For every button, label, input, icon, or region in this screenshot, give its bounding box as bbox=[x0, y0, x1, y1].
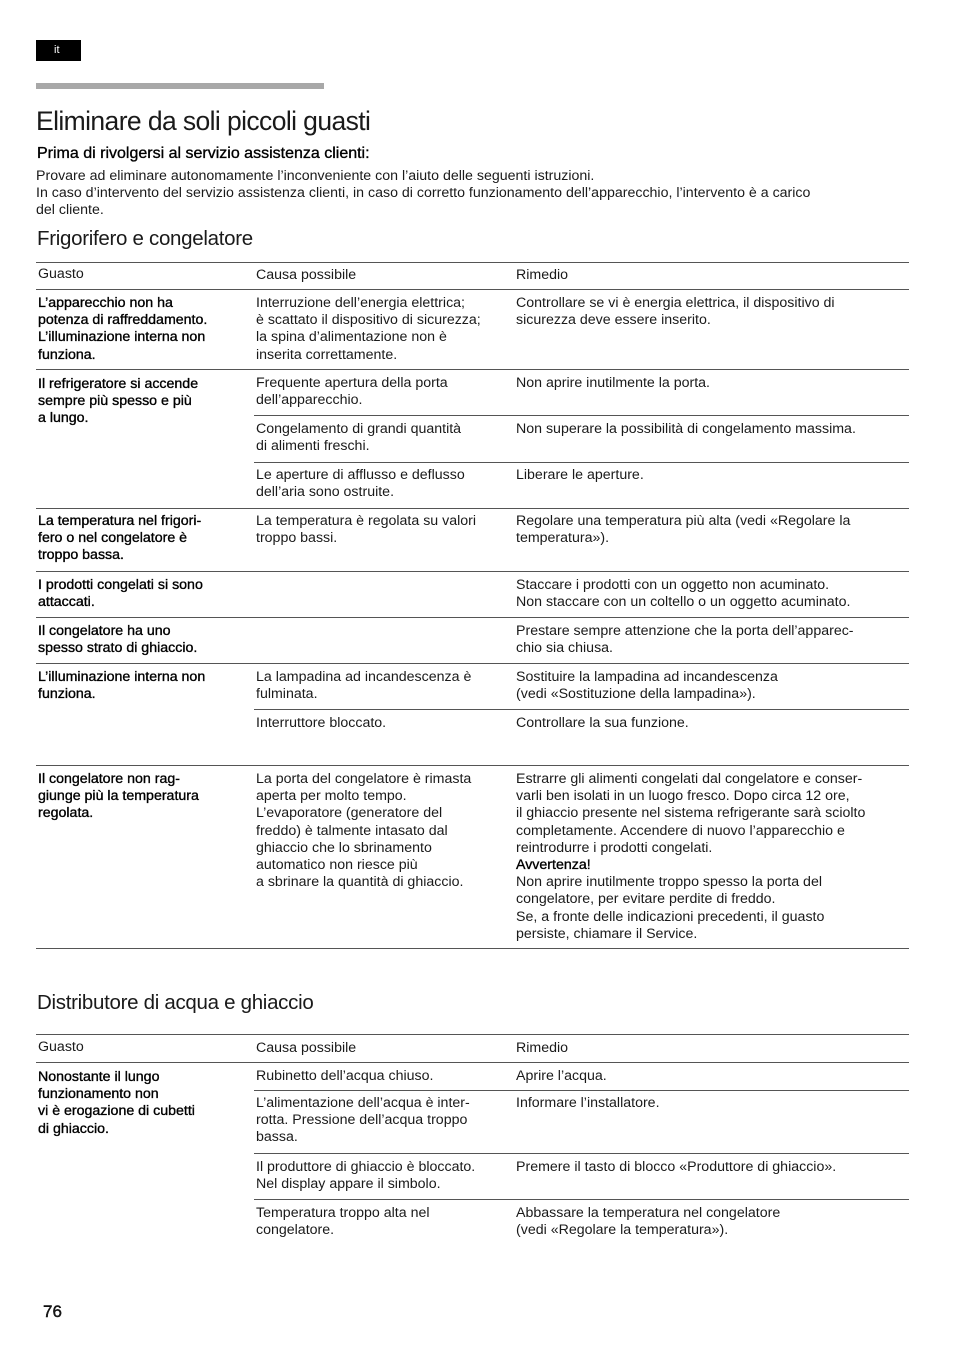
page-title: Eliminare da soli piccoli guasti bbox=[36, 106, 371, 136]
cause-line: Il produttore di ghiaccio è bloccato. bbox=[256, 1159, 476, 1175]
fault-line: vi è erogazione di cubetti bbox=[38, 1103, 195, 1120]
remedy-cell bbox=[516, 669, 908, 703]
cause-line: automatico non riesce più bbox=[256, 857, 418, 874]
cause-line: dell’apparecchio. bbox=[256, 392, 363, 409]
header-cause: Causa possibile bbox=[256, 267, 357, 283]
cause-cell bbox=[256, 1068, 504, 1085]
intro-line: del cliente. bbox=[36, 202, 104, 219]
intro-subheading: Prima di rivolgersi al servizio assistenza clienti: bbox=[37, 145, 370, 162]
header-rule bbox=[36, 289, 909, 290]
cause-cell bbox=[256, 421, 504, 455]
remedy-line: Liberare le aperture. bbox=[516, 467, 644, 483]
row-rule bbox=[254, 709, 909, 710]
cause-line: bassa. bbox=[256, 1129, 298, 1146]
remedy-cell bbox=[516, 467, 908, 484]
cause-line: rotta. Pressione dell’acqua troppo bbox=[256, 1112, 468, 1129]
fault-cell bbox=[38, 771, 246, 823]
cause-line: è scattato il dispositivo di sicurezza; bbox=[256, 312, 481, 329]
remedy-cell bbox=[516, 1159, 908, 1176]
cause-line: troppo bassi. bbox=[256, 530, 338, 547]
fault-line: L’apparecchio non ha bbox=[38, 295, 173, 311]
fault-line: funziona. bbox=[38, 346, 96, 363]
cause-cell bbox=[256, 295, 504, 364]
remedy-cell bbox=[516, 1095, 908, 1112]
row-rule bbox=[254, 1199, 909, 1200]
fault-line: funziona. bbox=[38, 686, 96, 703]
fault-line: di ghiaccio. bbox=[38, 1120, 109, 1137]
fault-line: Il congelatore ha uno bbox=[38, 623, 171, 639]
remedy-cell bbox=[516, 771, 908, 943]
remedy-line: sicurezza deve essere inserito. bbox=[516, 312, 711, 329]
remedy-line: Se, a fronte delle indicazioni precedenti, il guasto bbox=[516, 908, 825, 925]
remedy-line: congelatore, per evitare perdite di freddo. bbox=[516, 891, 776, 908]
row-rule bbox=[254, 1153, 909, 1154]
fault-cell bbox=[38, 669, 246, 703]
cause-line: aperta per molto tempo. bbox=[256, 788, 407, 805]
remedy-line: (vedi «Sostituzione della lampadina»). bbox=[516, 686, 756, 703]
fault-line: potenza di raffreddamento. bbox=[38, 312, 208, 329]
cause-cell bbox=[256, 771, 504, 891]
cause-line: dell’aria sono ostruite. bbox=[256, 484, 395, 501]
remedy-cell bbox=[516, 1205, 908, 1239]
fault-line: I prodotti congelati si sono bbox=[38, 577, 203, 593]
header-remedy: Rimedio bbox=[516, 1040, 569, 1056]
cause-cell bbox=[256, 513, 504, 547]
remedy-line: Estrarre gli alimenti congelati dal congelatore e conser- bbox=[516, 771, 863, 787]
remedy-line: Controllare la sua funzione. bbox=[516, 715, 689, 731]
header-remedy: Rimedio bbox=[516, 267, 569, 283]
remedy-cell bbox=[516, 421, 908, 438]
remedy-line: Premere il tasto di blocco «Produttore di ghiaccio». bbox=[516, 1159, 837, 1175]
cause-line: Temperatura troppo alta nel bbox=[256, 1205, 430, 1221]
cause-cell bbox=[256, 1095, 504, 1147]
intro-text bbox=[36, 168, 906, 220]
remedy-line: Controllare se vi è energia elettrica, il dispositivo di bbox=[516, 295, 835, 311]
cause-line: ghiaccio che lo sbrinamento bbox=[256, 839, 432, 856]
table-top-rule bbox=[36, 1034, 909, 1035]
fault-cell bbox=[38, 1069, 246, 1138]
remedy-cell bbox=[516, 623, 908, 657]
cause-line: di alimenti freschi. bbox=[256, 438, 370, 455]
remedy-cell bbox=[516, 513, 908, 547]
remedy-line: temperatura»). bbox=[516, 530, 610, 547]
remedy-line: (vedi «Regolare la temperatura»). bbox=[516, 1222, 729, 1239]
fault-cell bbox=[38, 376, 246, 428]
fault-cell bbox=[38, 623, 246, 657]
cause-line: L’evaporatore (generatore del bbox=[256, 805, 443, 822]
cause-line: La lampadina ad incandescenza è bbox=[256, 669, 472, 685]
remedy-line: persiste, chiamare il Service. bbox=[516, 925, 698, 942]
header-fault: Guasto bbox=[38, 266, 84, 282]
remedy-line: Abbassare la temperatura nel congelatore bbox=[516, 1205, 781, 1221]
row-rule bbox=[36, 765, 909, 766]
cause-line: congelatore. bbox=[256, 1222, 335, 1239]
cause-line: la spina d’alimentazione non è bbox=[256, 329, 447, 346]
remedy-line: Staccare i prodotti con un oggetto non acuminato. bbox=[516, 577, 830, 593]
cause-line: Interruttore bloccato. bbox=[256, 715, 387, 731]
fault-line: spesso strato di ghiaccio. bbox=[38, 640, 198, 657]
fault-line: L’illuminazione interna non bbox=[38, 329, 206, 346]
cause-line: freddo) è talmente intasato dal bbox=[256, 822, 448, 839]
remedy-cell bbox=[516, 1068, 908, 1085]
fault-line: funzionamento non bbox=[38, 1086, 159, 1103]
row-rule bbox=[36, 369, 909, 370]
remedy-cell bbox=[516, 577, 908, 611]
cause-cell bbox=[256, 715, 504, 732]
remedy-line: Non superare la possibilità di congelamento massima. bbox=[516, 421, 856, 437]
page-number: 76 bbox=[43, 1302, 62, 1321]
cause-line: L’alimentazione dell’acqua è inter- bbox=[256, 1095, 470, 1111]
fault-line: a lungo. bbox=[38, 410, 89, 427]
row-rule bbox=[254, 1090, 909, 1091]
fault-line: L’illuminazione interna non bbox=[38, 669, 206, 685]
remedy-cell bbox=[516, 375, 908, 392]
cause-line: a sbrinare la quantità di ghiaccio. bbox=[256, 874, 464, 891]
cause-line: La porta del congelatore è rimasta bbox=[256, 771, 472, 787]
remedy-line: Non staccare con un coltello o un oggetto acuminato. bbox=[516, 594, 851, 611]
row-rule bbox=[36, 508, 909, 509]
cause-line: Rubinetto dell’acqua chiuso. bbox=[256, 1068, 434, 1084]
remedy-line: completamente. Accendere di nuovo l’apparecchio e bbox=[516, 822, 845, 839]
remedy-line: Non aprire inutilmente troppo spesso la porta del bbox=[516, 874, 822, 891]
fault-line: Il refrigeratore si accende bbox=[38, 376, 199, 392]
header-fault: Guasto bbox=[38, 1039, 84, 1055]
remedy-line: Prestare sempre attenzione che la porta dell’apparec- bbox=[516, 623, 854, 639]
cause-line: Nel display appare il simbolo. bbox=[256, 1176, 441, 1193]
cause-line: Frequente apertura della porta bbox=[256, 375, 448, 391]
remedy-line: Aprire l’acqua. bbox=[516, 1068, 607, 1084]
cause-cell bbox=[256, 669, 504, 703]
header-cause: Causa possibile bbox=[256, 1040, 357, 1056]
fault-line: fero o nel congelatore è bbox=[38, 530, 188, 547]
cause-line: Congelamento di grandi quantità bbox=[256, 421, 462, 437]
row-rule bbox=[36, 617, 909, 618]
intro-line: Provare ad eliminare autonomamente l’inconveniente con l’aiuto delle seguenti istruzioni. bbox=[36, 168, 595, 184]
fault-line: La temperatura nel frigori- bbox=[38, 513, 202, 529]
intro-line: In caso d’intervento del servizio assistenza clienti, in caso di corretto funzionamento dell’apparecchio, l’intervento è a carico bbox=[36, 185, 811, 202]
remedy-line: il ghiaccio presente nel sistema refrigerante sarà sciolto bbox=[516, 805, 866, 822]
fault-line: attaccati. bbox=[38, 594, 95, 611]
cause-line: Le aperture di afflusso e deflusso bbox=[256, 467, 465, 483]
fault-cell bbox=[38, 295, 246, 364]
remedy-cell bbox=[516, 295, 908, 329]
cause-cell bbox=[256, 375, 504, 409]
section-title-fridge: Frigorifero e congelatore bbox=[37, 227, 253, 250]
row-rule bbox=[254, 415, 909, 416]
fault-line: regolata. bbox=[38, 805, 94, 822]
table-bottom-rule bbox=[36, 948, 909, 949]
remedy-line: Regolare una temperatura più alta (vedi «Regolare la bbox=[516, 513, 851, 529]
cause-line: inserita correttamente. bbox=[256, 346, 398, 363]
cause-cell bbox=[256, 1205, 504, 1239]
cause-cell bbox=[256, 1159, 504, 1193]
fault-line: troppo bassa. bbox=[38, 547, 124, 564]
header-rule bbox=[36, 83, 324, 89]
fault-line: sempre più spesso e più bbox=[38, 393, 192, 410]
fault-cell bbox=[38, 513, 246, 565]
remedy-line: Non aprire inutilmente la porta. bbox=[516, 375, 710, 391]
cause-line: La temperatura è regolata su valori bbox=[256, 513, 477, 529]
remedy-line: Informare l’installatore. bbox=[516, 1095, 660, 1111]
remedy-cell bbox=[516, 715, 908, 732]
row-rule bbox=[254, 462, 909, 463]
header-rule bbox=[36, 1062, 909, 1063]
fault-line: Il congelatore non rag- bbox=[38, 771, 180, 787]
fault-cell bbox=[38, 577, 246, 611]
cause-line: fulminata. bbox=[256, 686, 318, 703]
row-rule bbox=[36, 663, 909, 664]
fault-line: giunge più la temperatura bbox=[38, 788, 199, 805]
cause-cell bbox=[256, 467, 504, 501]
warning-label: Avvertenza! bbox=[516, 857, 591, 874]
remedy-line: chio sia chiusa. bbox=[516, 640, 613, 657]
cause-line: Interruzione dell’energia elettrica; bbox=[256, 295, 465, 311]
fault-line: Nonostante il lungo bbox=[38, 1069, 160, 1085]
row-rule bbox=[36, 571, 909, 572]
table-top-rule bbox=[36, 262, 909, 263]
section-title-dispenser: Distributore di acqua e ghiaccio bbox=[37, 991, 314, 1014]
remedy-line: reintrodurre i prodotti congelati. bbox=[516, 839, 713, 856]
remedy-line: Sostituire la lampadina ad incandescenza bbox=[516, 669, 778, 685]
remedy-line: varli ben isolati in un luogo fresco. Dopo circa 12 ore, bbox=[516, 788, 850, 805]
language-tag: it bbox=[36, 40, 81, 61]
